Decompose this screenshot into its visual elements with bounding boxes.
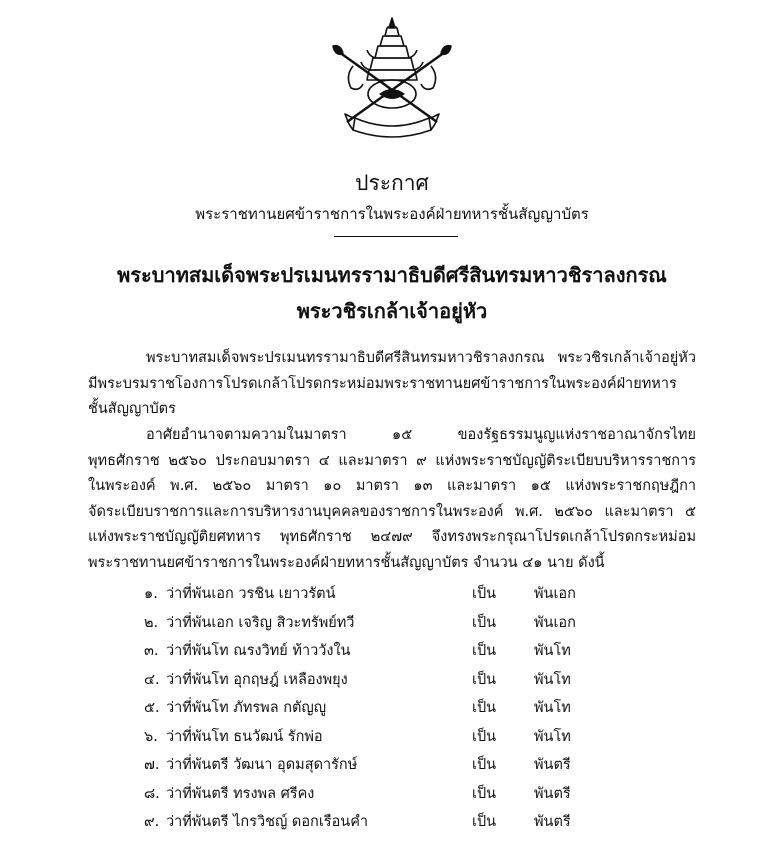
new-rank: พันตรี [534,814,571,830]
list-item [88,670,696,699]
paragraph-line: ในพระองค์ พ.ศ. ๒๕๖๐ มาตรา ๑๐ มาตรา ๑๓ และมาตรา ๑๕ แห่งพระราชกฤษฎีกา [88,478,696,495]
paragraph-line: อาศัยอำนาจตามความในมาตรา ๑๕ ของรัฐธรรมนูญแห่งราชอาณาจักรไทย [146,427,696,443]
announcement-subtitle: พระราชทานยศข้าราชการในพระองค์ฝ่ายทหารชั้นสัญญาบัตร [195,205,589,223]
new-rank: พันตรี [534,757,571,773]
new-rank: พันเอก [534,614,576,631]
new-rank: พันโท [534,728,571,745]
paragraph-legal-basis [88,423,696,577]
promotion-list [88,584,696,841]
title-divider [334,236,458,237]
item-number: ๕. [144,700,160,716]
paragraph-line: มีพระบรมราชโองการโปรดเกล้าโปรดกระหม่อมพระราชทานยศข้าราชการในพระองค์ฝ่ายทหาร [88,375,677,392]
item-number: ๖. [144,728,158,745]
connector-word: เป็น [472,586,497,602]
paragraph-line: ชั้นสัญญาบัตร [88,401,176,418]
list-item [88,812,696,841]
officer-name: ว่าที่พันโท ภัทรพล กตัญญู [166,700,327,716]
connector-word: เป็น [472,700,497,716]
officer-name: ว่าที่พันเอก เจริญ สิวะทรัพย์ทวี [166,614,355,631]
new-rank: พันโท [534,700,571,716]
royal-cypher-emblem-icon [317,14,467,144]
officer-name: ว่าที่พันเอก วรชิน เยาวรัตน์ [166,586,336,602]
new-rank: พันโท [534,671,571,688]
announcement-title: ประกาศ [355,171,429,195]
connector-word: เป็น [472,643,497,659]
item-number: ๔. [144,671,160,688]
list-item [88,755,696,784]
item-number: ๒. [144,614,159,631]
list-item [88,584,696,613]
king-title-line-1: พระบาทสมเด็จพระปรเมนทรรามาธิบดีศรีสินทรมหาวชิราลงกรณ [117,263,667,287]
officer-name: ว่าที่พันตรี ไกรวิชญ์ ดอกเรือนคำ [166,814,369,830]
list-item [88,641,696,670]
connector-word: เป็น [472,785,497,802]
paragraph-line: จัดระเบียบราชการและการบริหารงานบุคคลของราชการในพระองค์ พ.ศ. ๒๕๖๐ และมาตรา ๕ [88,503,696,520]
item-number: ๓. [144,643,159,659]
paragraph-line: พระราชทานยศข้าราชการในพระองค์ฝ่ายทหารชั้นสัญญาบัตร จำนวน ๔๑ นาย ดังนี้ [88,554,605,571]
connector-word: เป็น [472,757,497,773]
list-item [88,784,696,813]
paragraph-line: แห่งพระราชบัญญัติยศทหาร พุทธศักราช ๒๔๗๙ จึงทรงพระกรุณาโปรดเกล้าโปรดกระหม่อม [88,529,696,546]
officer-name: ว่าที่พันโท ณรงวิทย์ ท้าววังใน [166,643,351,659]
new-rank: พันตรี [534,785,571,802]
item-number: ๙. [144,814,160,830]
officer-name: ว่าที่พันตรี วัฒนา อุดมสุดารักษ์ [166,757,358,773]
paragraph-line: พุทธศักราช ๒๕๖๐ ประกอบมาตรา ๔ และมาตรา ๙ แห่งพระราชบัญญัติระเบียบบริหารราชการ [88,452,696,469]
item-number: ๘. [144,785,160,802]
connector-word: เป็น [472,728,497,745]
king-title-line-2: พระวชิรเกล้าเจ้าอยู่หัว [296,299,488,323]
new-rank: พันเอก [534,586,576,602]
new-rank: พันโท [534,643,571,659]
officer-name: ว่าที่พันโท ธนวัฒน์ รักพ่อ [166,728,323,745]
connector-word: เป็น [472,814,497,830]
item-number: ๑. [144,586,158,602]
officer-name: ว่าที่พันโท อุกฤษฎ์ เหลืองพยุง [166,671,348,688]
list-item [88,613,696,642]
connector-word: เป็น [472,671,497,688]
officer-name: ว่าที่พันตรี ทรงพล ศรีคง [166,785,315,802]
connector-word: เป็น [472,614,497,631]
item-number: ๗. [144,757,160,773]
list-item [88,698,696,727]
paragraph-royal-command [88,346,696,423]
paragraph-line: พระบาทสมเด็จพระปรเมนทรรามาธิบดีศรีสินทรมหาวชิราลงกรณ พระวชิรเกล้าเจ้าอยู่หัว [146,350,696,366]
list-item [88,727,696,756]
